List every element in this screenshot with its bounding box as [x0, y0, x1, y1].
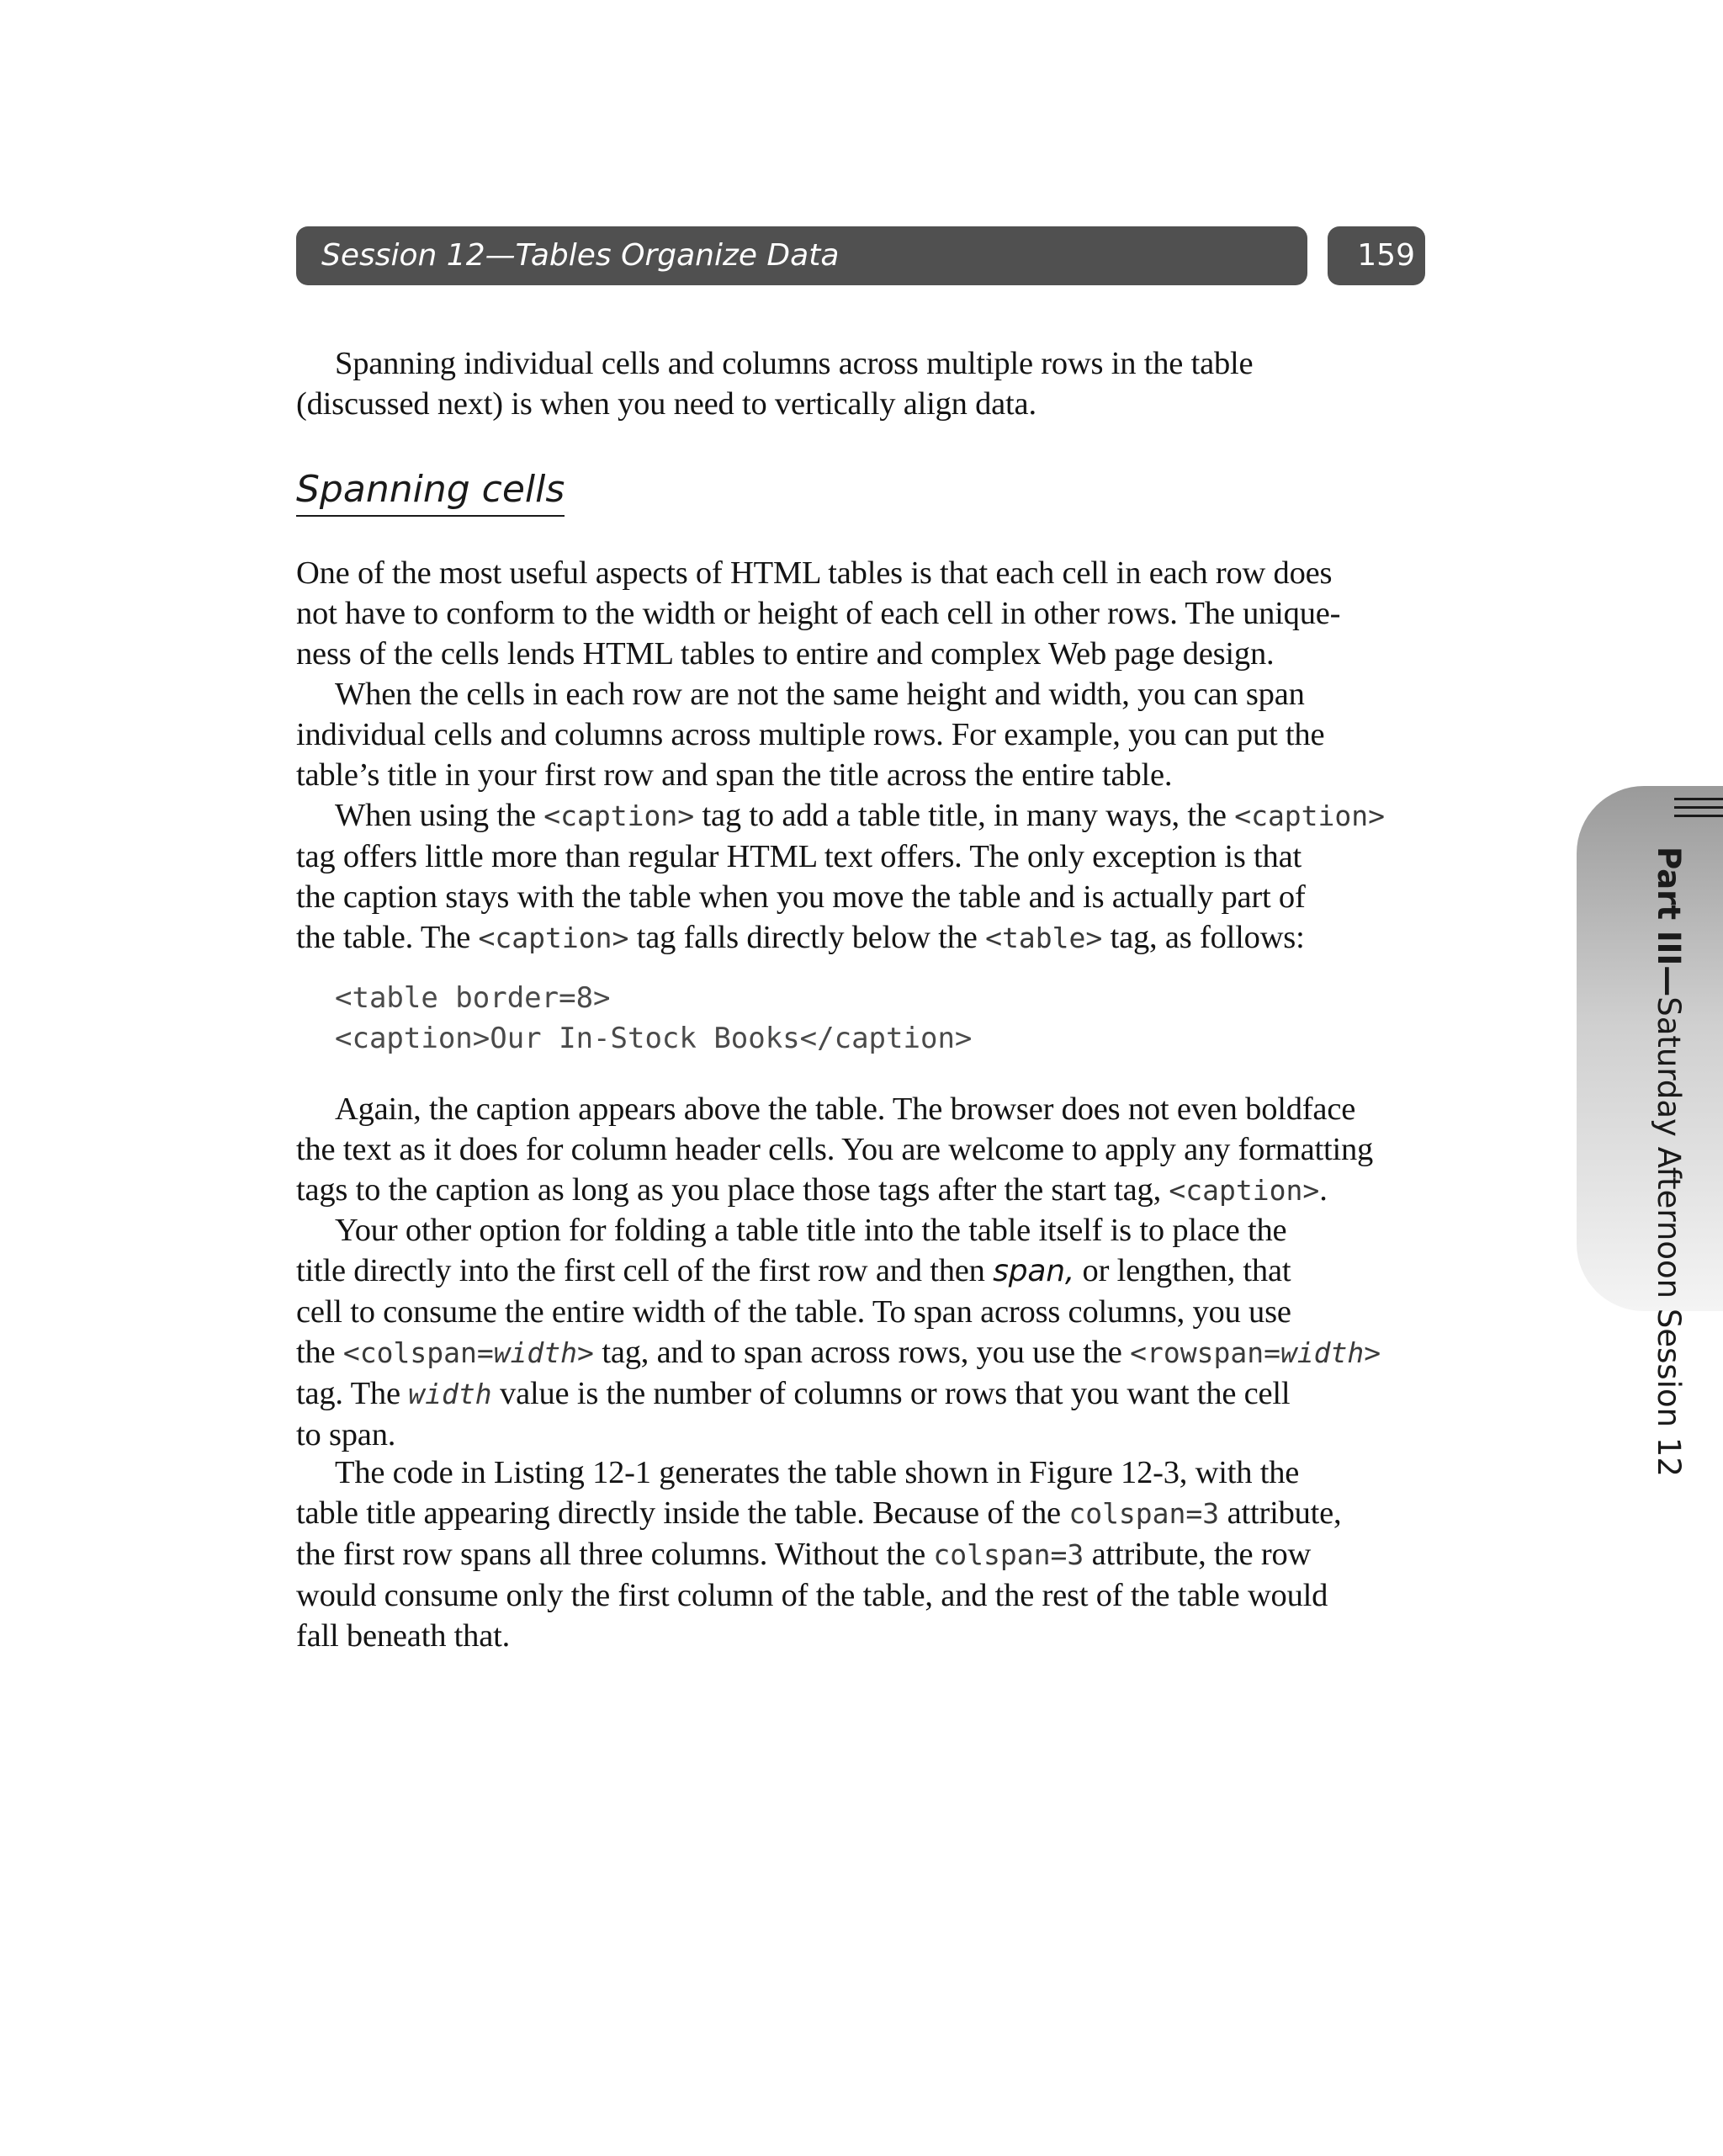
- inline-code: <caption>: [1169, 1174, 1320, 1207]
- text-run: the table. The: [296, 920, 479, 955]
- side-tab-rules: [1674, 798, 1723, 823]
- text-run: .: [1319, 1172, 1328, 1208]
- text-line: The code in Listing 12-1 generates the table shown in Figure 12-3, with the: [335, 1455, 1300, 1490]
- code-run: >: [1364, 1336, 1381, 1369]
- text-line: [296, 1251, 1423, 1292]
- paragraph-1: [296, 553, 1423, 674]
- text-run: When using the: [335, 798, 544, 833]
- side-tab-label: [1649, 847, 1688, 1477]
- text-run: value is the number of columns or rows that you want the cell: [491, 1376, 1291, 1411]
- text-line: One of the most useful aspects of HTML tables is that each cell in each row does: [296, 555, 1333, 591]
- rule-line: [1674, 815, 1723, 817]
- text-line: [296, 1170, 1423, 1211]
- rule-line: [1674, 806, 1723, 809]
- inline-code: <table>: [985, 921, 1103, 954]
- text-run: or lengthen, that: [1074, 1253, 1291, 1288]
- text-run: table title appearing directly inside the table. Because of the: [296, 1495, 1069, 1531]
- inline-code: [1130, 1336, 1381, 1369]
- text-line: When the cells in each row are not the same height and width, you can span: [335, 677, 1305, 712]
- text-line: individual cells and columns across multiple rows. For example, you can put the: [296, 717, 1325, 752]
- inline-code: <caption>: [543, 799, 695, 832]
- part-label: Part III—: [1651, 847, 1687, 997]
- text-line: tag offers little more than regular HTML text offers. The only exception is that: [296, 839, 1302, 874]
- code-line: <caption>Our In-Stock Books</caption>: [335, 1022, 973, 1055]
- paragraph-4: [296, 1089, 1423, 1211]
- text-line: [296, 1534, 1423, 1575]
- text-line: the caption stays with the table when you move the table and is actually part of: [296, 879, 1306, 915]
- text-line: [296, 917, 1423, 959]
- text-line: [296, 795, 1423, 836]
- paragraph-3: [296, 795, 1423, 959]
- text-line: [296, 1332, 1423, 1373]
- text-line: Your other option for folding a table title into the table itself is to place the: [335, 1213, 1287, 1248]
- inline-code: <caption>: [478, 921, 629, 954]
- code-run: width: [1280, 1336, 1365, 1369]
- inline-code: colspan=3: [1068, 1497, 1220, 1530]
- text-run: tag, and to span across rows, you use the: [593, 1335, 1131, 1370]
- text-line: [296, 1493, 1423, 1534]
- section-heading: Spanning cells: [296, 465, 565, 517]
- code-run: >: [577, 1336, 594, 1369]
- text-line: (discussed next) is when you need to vertically align data.: [296, 386, 1036, 422]
- inline-code: width: [408, 1378, 492, 1410]
- text-line: [296, 1373, 1423, 1415]
- page-number-text: 159: [1357, 238, 1415, 273]
- intro-paragraph: [296, 343, 1423, 424]
- inline-code: colspan=3: [933, 1538, 1084, 1571]
- paragraph-6: [296, 1452, 1423, 1656]
- code-line: <table border=8>: [335, 981, 611, 1015]
- text-line: not have to conform to the width or height of each cell in other rows. The unique-: [296, 596, 1341, 631]
- text-line: would consume only the first column of the table, and the rest of the table would: [296, 1578, 1328, 1613]
- side-tab-line: [1651, 847, 1687, 1298]
- running-header: [296, 226, 1307, 285]
- side-tab-session: Session 12: [1651, 1308, 1687, 1477]
- paragraph-5: [296, 1210, 1423, 1455]
- paragraph-2: [296, 674, 1423, 795]
- text-run: tag falls directly below the: [628, 920, 986, 955]
- emphasis: span,: [993, 1254, 1075, 1288]
- code-block: [335, 978, 972, 1059]
- rule-line: [1674, 798, 1723, 800]
- inline-code: <caption>: [1234, 799, 1386, 832]
- text-line: fall beneath that.: [296, 1618, 511, 1654]
- header-title: Session 12—Tables Organize Data: [321, 238, 840, 273]
- day-label: Saturday Afternoon: [1651, 996, 1687, 1299]
- text-run: the first row spans all three columns. Without the: [296, 1537, 934, 1572]
- page-number: [1328, 226, 1425, 285]
- text-run: the: [296, 1335, 343, 1370]
- text-line: to span.: [296, 1417, 396, 1452]
- text-run: tag, as follows:: [1102, 920, 1305, 955]
- inline-code: [343, 1336, 594, 1369]
- text-run: tags to the caption as long as you place those tags after the start tag,: [296, 1172, 1169, 1208]
- text-run: tag. The: [296, 1376, 409, 1411]
- text-line: cell to consume the entire width of the table. To span across columns, you use: [296, 1294, 1291, 1330]
- text-run: tag to add a table title, in many ways, the: [694, 798, 1235, 833]
- code-run: width: [493, 1336, 578, 1369]
- text-line: ness of the cells lends HTML tables to entire and complex Web page design.: [296, 636, 1275, 672]
- text-line: Again, the caption appears above the table. The browser does not even boldface: [335, 1091, 1356, 1127]
- text-run: title directly into the first cell of the first row and then: [296, 1253, 994, 1288]
- text-run: attribute, the row: [1084, 1537, 1312, 1572]
- text-line: the text as it does for column header cells. You are welcome to apply any formatting: [296, 1132, 1374, 1167]
- text-line: Spanning individual cells and columns across multiple rows in the table: [335, 346, 1254, 381]
- code-run: <rowspan=: [1130, 1336, 1280, 1369]
- code-run: <colspan=: [342, 1336, 494, 1369]
- text-line: table’s title in your first row and span the title across the entire table.: [296, 757, 1173, 793]
- text-run: attribute,: [1219, 1495, 1342, 1531]
